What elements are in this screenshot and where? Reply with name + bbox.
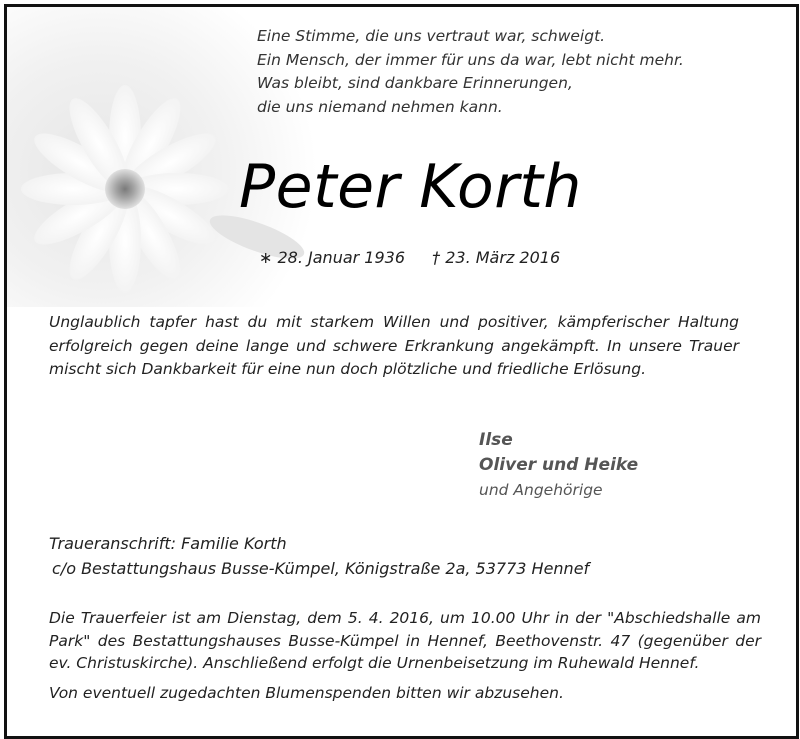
tribute-text: Unglaublich tapfer hast du mit starkem Willen und positiver, kämpferischer Haltung erfolgreich gegen deine lange und schwere Erkrankung angekämpft. In unsere Trauer mischt sich Dankbarkeit für eine nun doch plötzliche und friedliche Erlösung. <box>49 313 739 378</box>
mourner-name: Oliver und Heike <box>479 455 639 475</box>
poem-line: Eine Stimme, die uns vertraut war, schweigt. <box>257 27 606 45</box>
ceremony-info: Die Trauerfeier ist am Dienstag, dem 5. 4. 2016, um 10.00 Uhr in der "Abschiedshalle am Park" des Bestattungshauses Busse-Kümpel in Hennef, Beethovenstr. 47 (gegenüber der ev. Christuskirche). Anschließend erfolgt die Urnenbeisetzung im Ruhewald Hennef. <box>49 609 761 672</box>
mourner-relatives: und Angehörige <box>479 481 603 499</box>
mourner-name: Ilse <box>479 430 513 450</box>
flowers-note: Von eventuell zugedachten Blumenspenden bitten wir abzusehen. <box>49 684 564 702</box>
birth-date: 28. Januar 1936 <box>277 248 406 267</box>
birth-symbol: ∗ <box>259 248 273 267</box>
death-symbol: † <box>432 248 441 267</box>
address-line: c/o Bestattungshaus Busse-Kümpel, Königstraße 2a, 53773 Hennef <box>52 559 590 578</box>
poem-line: Ein Mensch, der immer für uns da war, lebt nicht mehr. <box>257 50 684 69</box>
life-dates <box>259 247 560 269</box>
deceased-name: Peter Korth <box>239 152 582 222</box>
death-date: 23. März 2016 <box>445 248 561 267</box>
obituary-notice <box>4 4 799 739</box>
mourners <box>479 428 638 503</box>
poem <box>257 25 684 119</box>
mourning-address <box>49 531 589 581</box>
poem-line: die uns niemand nehmen kann. <box>257 97 503 116</box>
poem-line: Was bleibt, sind dankbare Erinnerungen, <box>257 74 573 92</box>
address-line: Traueranschrift: Familie Korth <box>49 534 287 553</box>
